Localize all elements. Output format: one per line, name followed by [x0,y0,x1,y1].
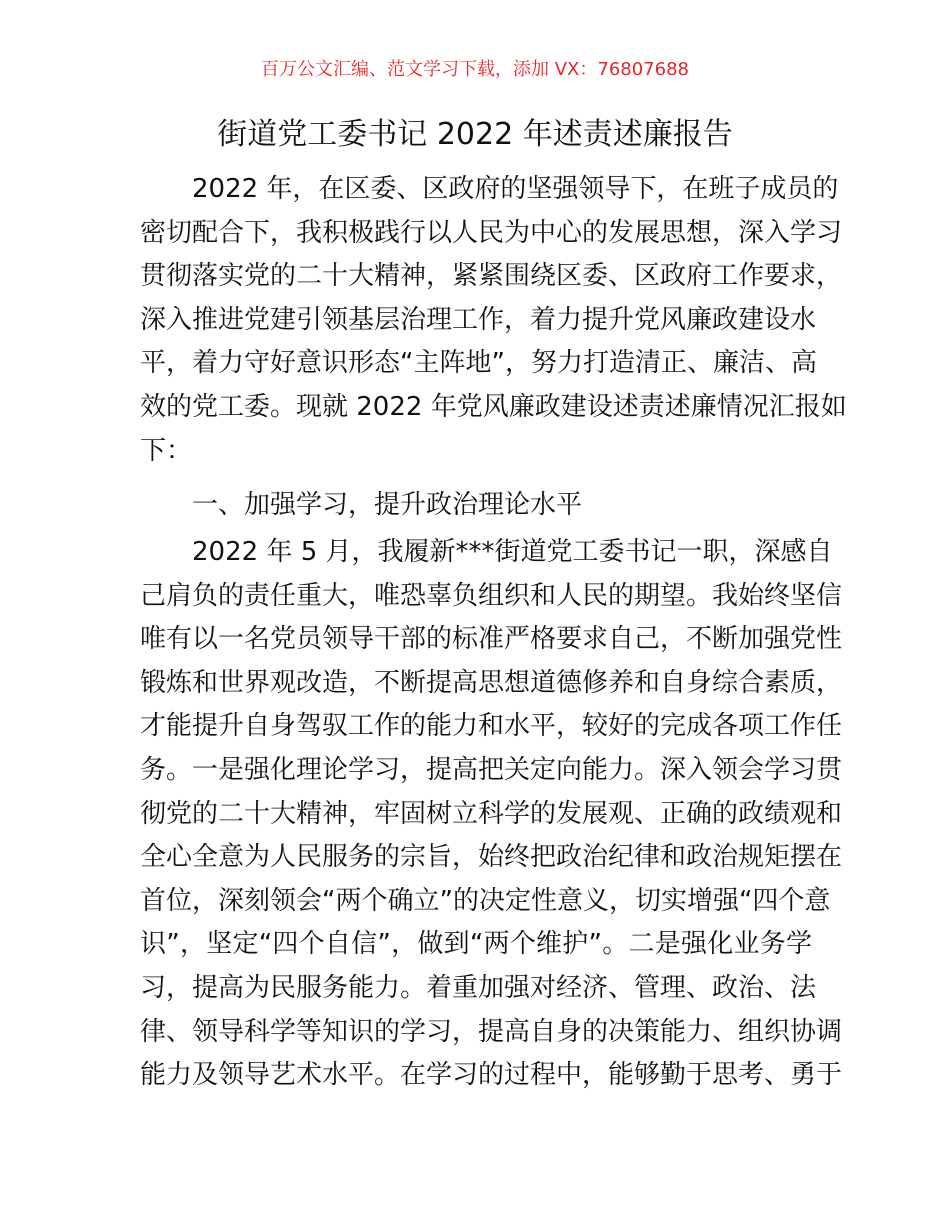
paragraph-line: 务。一是强化理论学习，提高把关定向能力。深入领会学习贯 [140,754,843,785]
download-watermark-banner: 百万公文汇编、范文学习下载，添加 VX：76807688 [261,59,689,80]
paragraph-intro [140,168,847,473]
paragraph-line: 平，着力守好意识形态“主阵地”，努力打造清正、廉洁、高 [140,348,817,379]
paragraph-study [140,531,843,1098]
paragraph-line: 效的党工委。现就 2022 年党风廉政建设述责述廉情况汇报如 [140,391,847,422]
paragraph-line: 首位，深刻领会“两个确立”的决定性意义，切实增强“四个意 [140,885,831,916]
paragraph-line: 锻炼和世界观改造，不断提高思想道德修养和自身综合素质， [140,667,843,698]
paragraph-line: 下： [140,435,193,466]
paragraph-line: 2022 年，在区委、区政府的坚强领导下，在班子成员的 [192,174,839,204]
paragraph-line: 习，提高为民服务能力。着重加强对经济、管理、政治、法 [140,972,817,1003]
paragraph-line: 才能提升自身驾驭工作的能力和水平，较好的完成各项工作任 [140,711,843,742]
paragraph-line: 深入推进党建引领基层治理工作，着力提升党风廉政建设水 [140,304,817,335]
paragraph-line: 律、领导科学等知识的学习，提高自身的决策能力、组织协调 [140,1016,843,1047]
paragraph-line: 全心全意为人民服务的宗旨，始终把政治纪律和政治规矩摆在 [140,842,843,873]
paragraph-line: 能力及领导艺术水平。在学习的过程中，能够勤于思考、勇于 [140,1060,843,1091]
paragraph-line: 己肩负的责任重大，唯恐辜负组织和人民的期望。我始终坚信 [140,580,843,611]
paragraph-line: 贯彻落实党的二十大精神，紧紧围绕区委、区政府工作要求， [140,261,843,292]
paragraph-line: 识”，坚定“四个自信”，做到“两个维护”。二是强化业务学 [140,929,812,960]
document-title: 街道党工委书记 2022 年述责述廉报告 [217,117,733,152]
paragraph-line: 彻党的二十大精神，牢固树立科学的发展观、正确的政绩观和 [140,798,843,829]
paragraph-line: 唯有以一名党员领导干部的标准严格要求自己，不断加强党性 [140,624,843,655]
section-heading: 一、加强学习，提升政治理论水平 [192,490,583,520]
paragraph-line: 2022 年 5 月，我履新***街道党工委书记一职，深感自 [192,537,833,567]
paragraph-line: 密切配合下，我积极践行以人民为中心的发展思想，深入学习 [140,217,843,248]
